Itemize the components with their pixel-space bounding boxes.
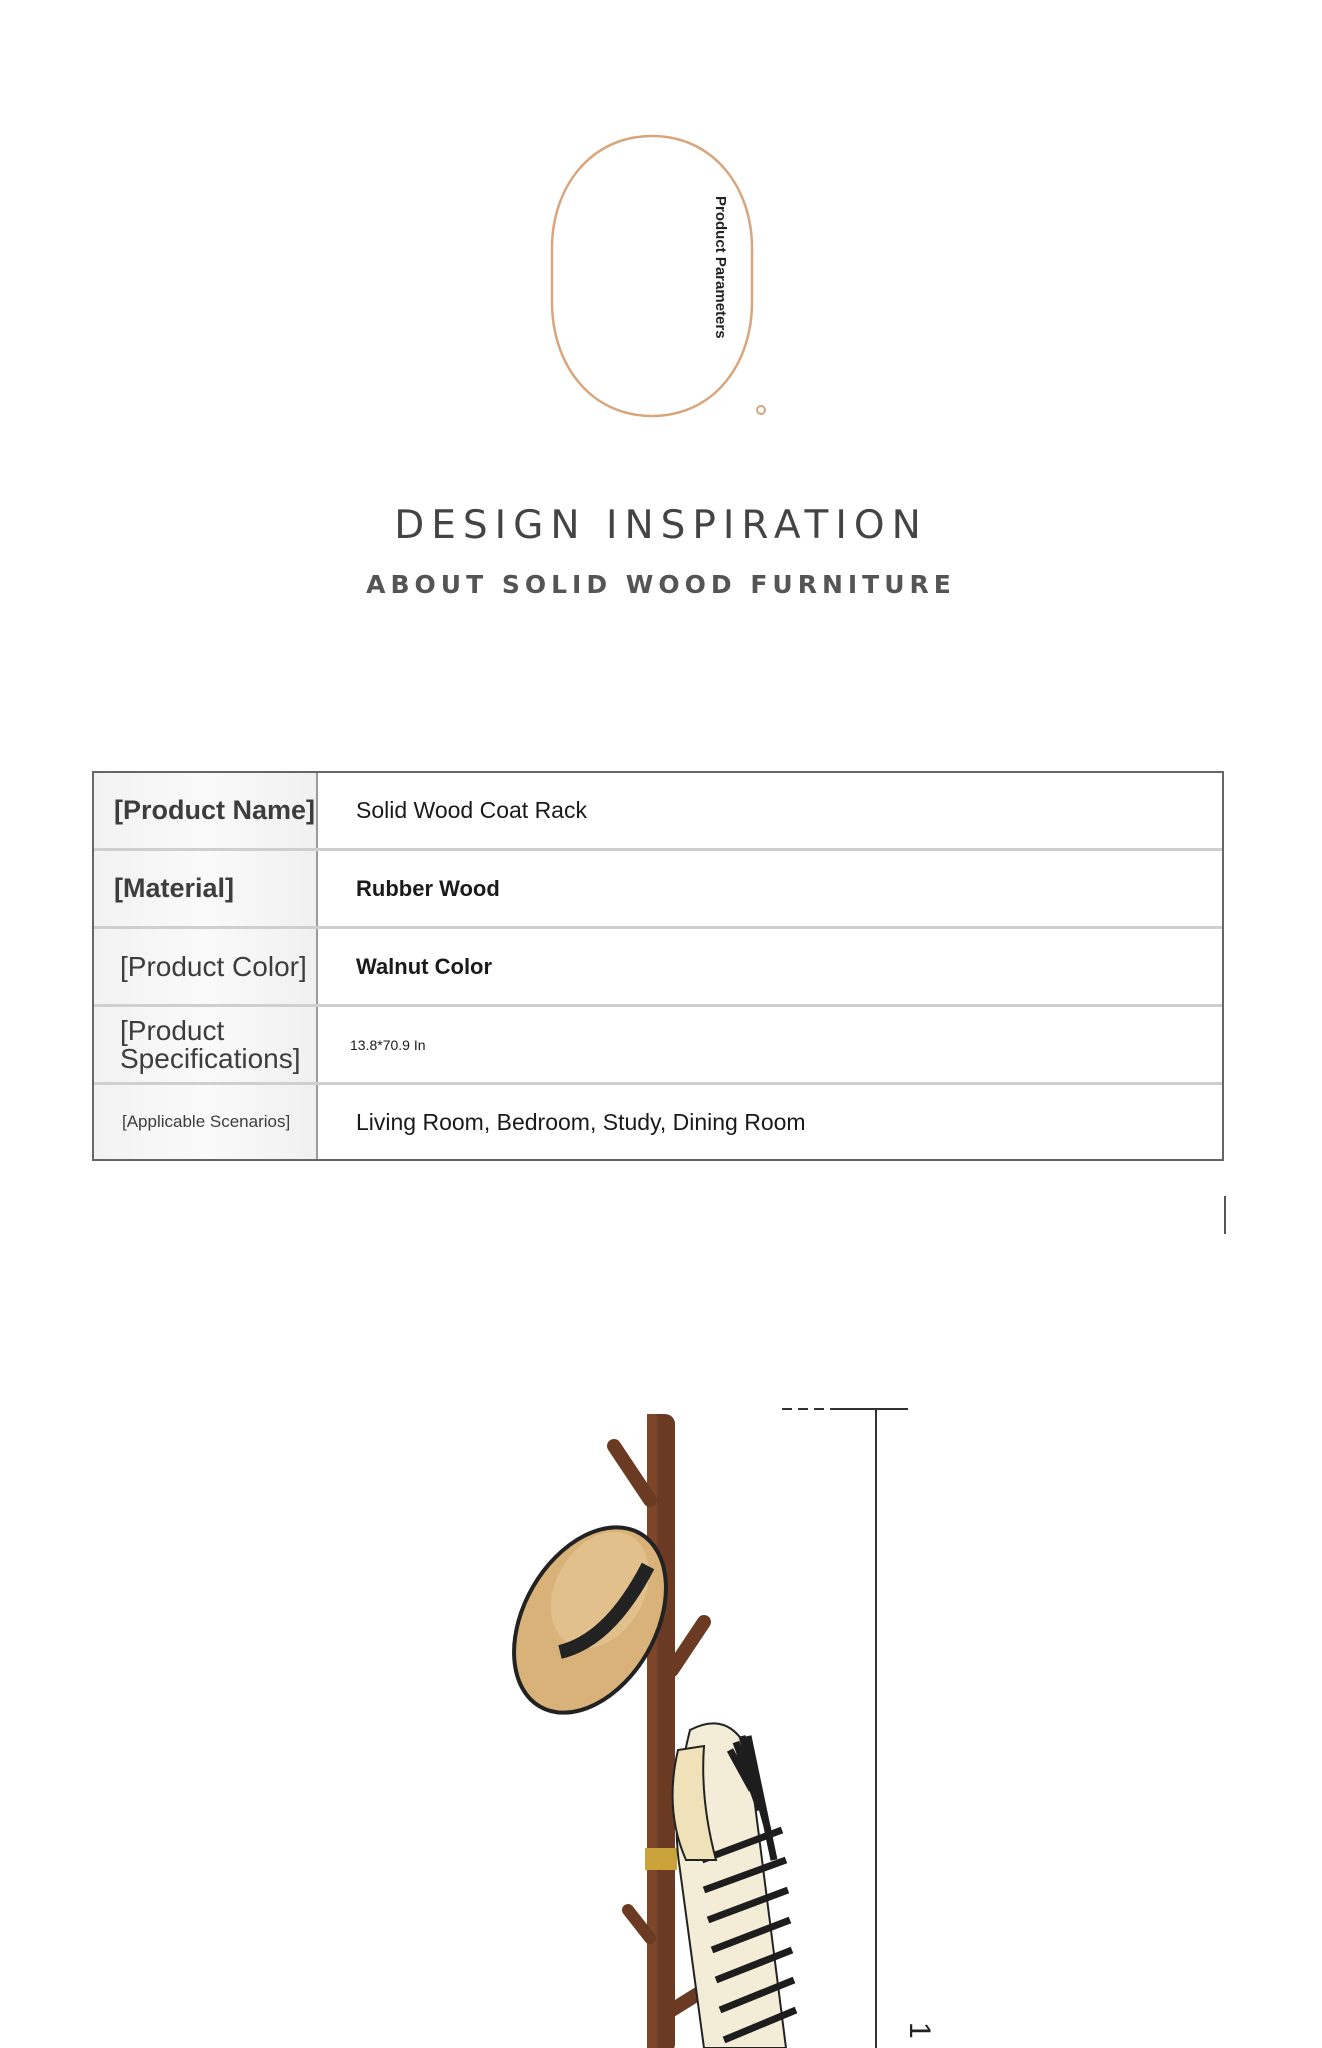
spec-key: [Applicable Scenarios] bbox=[94, 1085, 318, 1159]
product-parameters-label: Product Parameters bbox=[712, 196, 729, 339]
spec-value: 13.8*70.9 In bbox=[350, 1036, 426, 1053]
spec-value: Walnut Color bbox=[356, 953, 493, 979]
spec-row-product-color bbox=[94, 929, 1222, 1007]
spec-table bbox=[92, 771, 1224, 1161]
spec-value: Rubber Wood bbox=[356, 875, 500, 901]
section-title: DESIGN INSPIRATION bbox=[394, 503, 928, 548]
spec-key: [Material] bbox=[94, 851, 318, 926]
spec-key: [Product Name] bbox=[94, 773, 318, 848]
product-parameters-badge bbox=[548, 132, 788, 432]
spec-key: [Product Specifications] bbox=[94, 1007, 318, 1082]
coat-rack-illustration bbox=[490, 1390, 940, 2048]
spec-row-product-specifications bbox=[94, 1007, 1222, 1085]
spec-row-applicable-scenarios bbox=[94, 1085, 1222, 1159]
spec-key: [Product Color] bbox=[94, 929, 318, 1004]
spec-row-product-name bbox=[94, 773, 1222, 851]
badge-outline-icon bbox=[548, 132, 788, 432]
dimension-label: 1 bbox=[903, 2022, 936, 2039]
spec-value: Solid Wood Coat Rack bbox=[356, 797, 587, 823]
spec-value: Living Room, Bedroom, Study, Dining Room bbox=[356, 1108, 806, 1135]
section-subtitle: ABOUT SOLID WOOD FURNITURE bbox=[366, 570, 956, 599]
divider-tick bbox=[1224, 1196, 1226, 1234]
spec-row-material bbox=[94, 851, 1222, 929]
